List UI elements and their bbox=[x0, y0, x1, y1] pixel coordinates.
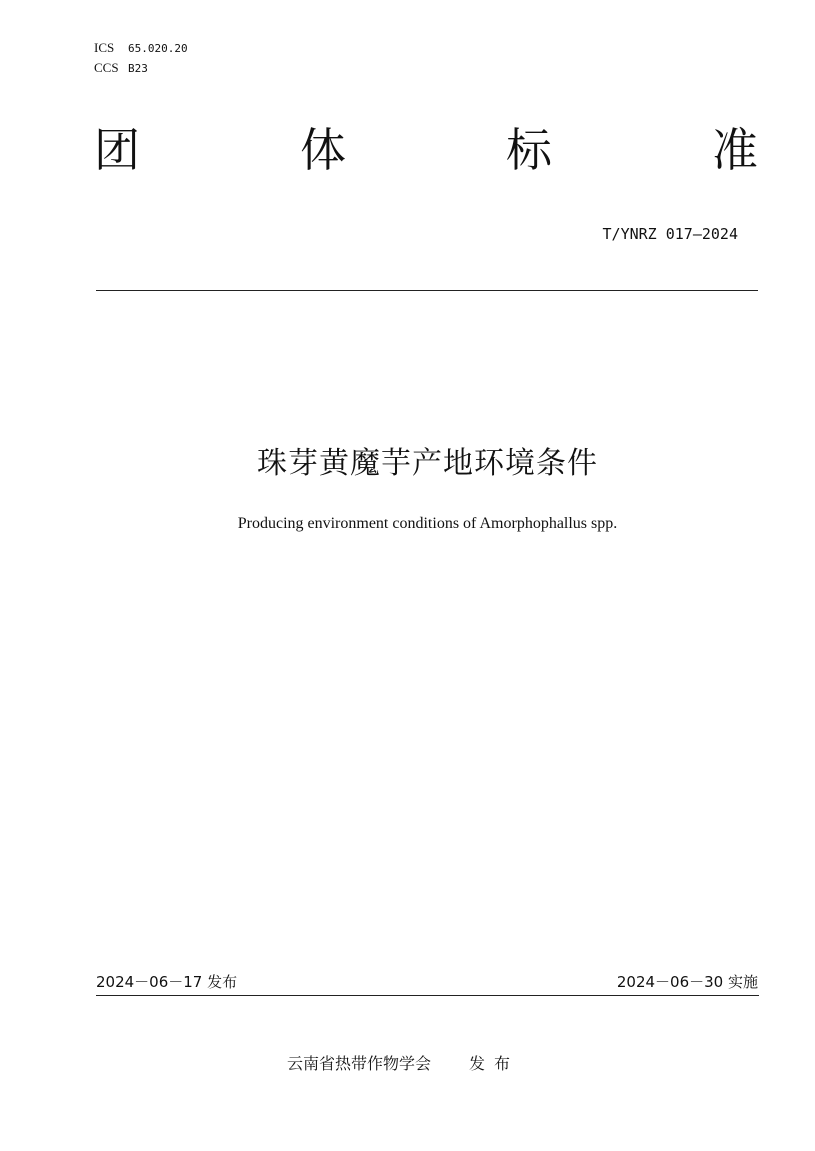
header-divider bbox=[96, 290, 758, 291]
ics-value: 65.020.20 bbox=[128, 42, 188, 55]
standard-type-char: 体 bbox=[300, 123, 346, 177]
document-title-chinese: 珠芽黄魔芋产地环境条件 bbox=[257, 446, 598, 481]
standard-number: T/YNRZ 017—2024 bbox=[602, 225, 738, 243]
ccs-code-line bbox=[94, 61, 148, 76]
ics-code-line bbox=[94, 41, 188, 56]
publish-date: 2024－06－17 发布 bbox=[96, 973, 238, 991]
ccs-label: CCS bbox=[94, 60, 119, 75]
standard-type-char: 团 bbox=[94, 123, 140, 177]
implementation-date: 2024－06－30 实施 bbox=[616, 973, 758, 991]
publisher-line bbox=[287, 1053, 519, 1075]
publisher-action: 发布 bbox=[469, 1054, 520, 1073]
publisher-organization: 云南省热带作物学会 bbox=[287, 1054, 432, 1073]
footer-divider bbox=[96, 995, 759, 996]
standard-type-heading bbox=[94, 120, 758, 180]
standard-type-char: 准 bbox=[712, 123, 758, 177]
ccs-value: B23 bbox=[128, 62, 148, 75]
ics-label: ICS bbox=[94, 40, 115, 55]
document-title-english: Producing environment conditions of Amorphophallus spp. bbox=[237, 515, 618, 532]
standard-type-char: 标 bbox=[506, 123, 552, 177]
